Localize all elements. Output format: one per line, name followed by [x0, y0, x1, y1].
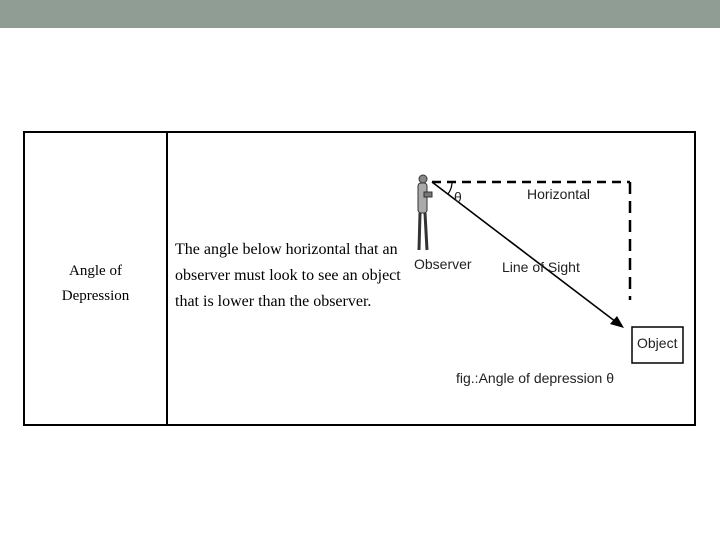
cell-divider: [166, 133, 168, 424]
angle-arc: [448, 182, 452, 194]
term-line-2: Depression: [61, 288, 130, 304]
theta-symbol: θ: [454, 189, 462, 205]
top-bar: [0, 0, 720, 28]
observer-person-icon: [418, 175, 432, 250]
observer-label: Observer: [414, 256, 472, 272]
figure-caption: fig.:Angle of depression θ: [456, 370, 614, 386]
term-cell: [25, 259, 166, 309]
term-line-1: Angle of: [69, 263, 122, 279]
line-of-sight-label: Line of Sight: [502, 259, 580, 275]
angle-of-depression-figure: [410, 170, 690, 390]
horizontal-label: Horizontal: [527, 186, 591, 202]
arrow-head: [610, 316, 624, 328]
object-label: Object: [637, 335, 678, 351]
definition-text: The angle below horizontal that an observer must look to see an object that is lower than the observer.: [175, 241, 401, 310]
